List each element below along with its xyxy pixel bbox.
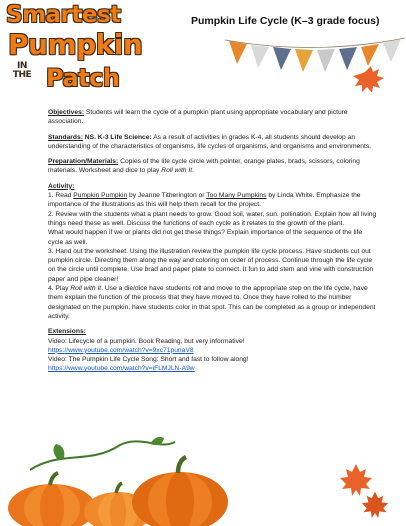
activity-step-1 [48,191,378,210]
activity-label: Activity: [48,182,75,190]
smartest-pumpkin-logo [2,2,152,102]
lesson-content [48,108,378,380]
page-title: Pumpkin Life Cycle (K–3 grade focus) [191,15,380,27]
step1-text-c: by Linda White. Emphasize the importance of the illustrations as this will help them recall for the project. [48,192,361,209]
step4-text-b: . Use a die/dice have students roll and move to the appropriate step on the life cycle, have them explain the function of the process that they have moved to. Once they have rolled to the number designated on the pumpkin, have students color in that spot. This can be completed as a group or independent activity. [48,285,376,320]
step1-text-a: 1. Read [48,192,74,200]
maple-leaf-icon [360,490,390,518]
video-1-link[interactable]: https://www.youtube.com/watch?v=9xc71punaV8 [48,346,194,354]
logo-line-pumpkin: Pumpkin [8,28,143,61]
logo-line-in-the: IN THE [12,61,32,80]
pumpkin-icon [0,430,250,526]
video-2-description: Video: The Pumpkin Life Cycle Song: Short and fast to follow along! [48,356,249,364]
extensions-label: Extensions: [48,328,86,336]
book-title-2: Too Many Pumpkins [206,192,267,200]
activity-section [48,182,378,321]
standards-label: Standards: [48,133,83,141]
bunting-flags-icon [225,34,405,92]
step4-text-a: 4. Play [48,285,71,293]
standards-section [48,133,378,152]
activity-step-4 [48,284,378,321]
objectives-section [48,108,378,127]
step1-text-b: by Jeanne Titherington or [127,192,207,200]
extensions-section [48,327,378,373]
standards-text: As a result of activities in grades K-4, all students should develop an understanding of the characteristics of organisms, life cycles of organisms, and organisms and environments. [48,133,372,150]
objectives-text: Students will learn the cycle of a pumpkin plant using appropriate vocabulary and picture association. [48,109,348,126]
logo-line-smartest: Smartest [6,2,121,28]
preparation-end: . [192,167,194,175]
maple-leaf-icon [353,66,384,92]
preparation-game-name: Roll with It [161,167,193,175]
activity-step-2-question: What would happen if we or plants did not get these things? Explain importance of the sequence of the life cycle as well. [48,229,363,246]
logo-line-patch: Patch [46,64,120,92]
video-2-link[interactable]: https://www.youtube.com/watch?v=iFLMJLN-A9w [48,365,195,373]
activity-step-3: 3. Hand out the worksheet. Using the illustration review the pumpkin life cycle process. Have students cut out pumpkin circle. Directing them along the way and coloring on order of process. Continue through the life cycle on the circle until complete. Use brad and paper plate to connect. It fun to add stem and vine with construction paper and pipe cleaner! [48,247,374,283]
preparation-label: Preparation/Materials: [48,158,119,166]
activity-step-2: 2. Review with the students what a plant needs to grow. Good soil, water, sun. pollination. Explain how all living things need these as well. Discuss the functions of each cycle as it relates to the growth of the plant. [48,210,377,227]
objectives-label: Objectives: [48,109,85,116]
video-1-description: Video: Lifecycle of a pumpkin. Book Reading, but very informative! [48,337,245,345]
preparation-text: Copies of the life cycle circle with pointer, orange plates, brads, scissors, coloring materials. Worksheet and dice to play [48,158,360,175]
step4-game-name: Roll with It [70,285,102,293]
book-title-1: Pumpkin Pumpkin [73,192,128,200]
preparation-section [48,157,378,176]
standards-code: NS. K-3 Life Science: [82,133,152,141]
